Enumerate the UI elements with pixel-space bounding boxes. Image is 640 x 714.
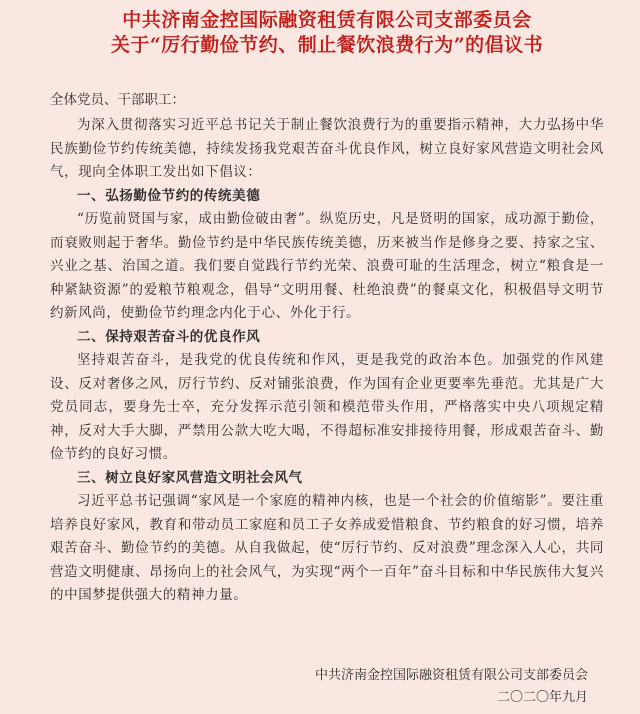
section-heading-1: 一、弘扬勤俭节约的传统美德 xyxy=(77,187,261,204)
section-heading-2: 二、保持艰苦奋斗的优良作风 xyxy=(77,328,261,345)
section-body-3: 习近平总书记强调“家风是一个家庭的精神内核，也是一个社会的价值缩影”。要注重培养良好家风，教育和带动员工家庭和员工子女养成爱惜粮食、节约粮食的好习惯，培养艰苦奋斗、勤俭节约的美德。从自我做起，使“厉行节约、反对浪费”理念深入人心，共同营造文明健康、昂扬向上的社会风气，为实现“两个一百年”奋斗目标和中华民族伟大复兴的中国梦提供强大的精神力量。 xyxy=(50,493,604,603)
intro-paragraph: 为深入贯彻落实习近平总书记关于制止餐饮浪费行为的重要指示精神，大力弘扬中华民族勤俭节约传统美德，持续发扬我党艰苦奋斗优良作风，树立良好家风营造文明社会风气，现向全体职工发出如下倡议： xyxy=(50,117,604,180)
document-title-line1: 中共济南金控国际融资租赁有限公司支部委员会 xyxy=(122,9,532,31)
document-title-line2: 关于“厉行勤俭节约、制止餐饮浪费行为”的倡议书 xyxy=(110,34,544,56)
title-block xyxy=(50,8,604,58)
signature-date: 二〇二〇年九月 xyxy=(496,690,588,705)
salutation: 全体党员、干部职工： xyxy=(50,92,185,108)
signature-organization: 中共济南金控国际融资租赁有限公司支部委员会 xyxy=(314,668,588,683)
section-body-1: “历览前贤国与家，成由勤俭破由奢”。纵览历史，凡是贤明的国家，成功源于勤俭，而衰败则起于奢华。勤俭节约是中华民族传统美德，历来被当作是修身之要、持家之宝、兴业之基、治国之道。我们要自觉践行节约光荣、浪费可耻的生活理念，树立“粮食是一种紧缺资源”的爱粮节粮观念，倡导“文明用餐、杜绝浪费”的餐桌文化，积极倡导文明节约新风尚，使勤俭节约理念内化于心、外化于行。 xyxy=(50,211,604,321)
section-body-2: 坚持艰苦奋斗，是我党的优良传统和作风，更是我党的政治本色。加强党的作风建设、反对奢侈之风，厉行节约、反对铺张浪费，作为国有企业更要率先垂范。尤其是广大党员同志，要身先士卒，充分发挥示范引领和模范带头作用，严格落实中央八项规定精神，反对大手大脚，严禁用公款大吃大喝，不得超标准安排接待用餐，形成艰苦奋斗、勤俭节约的良好习惯。 xyxy=(50,352,604,462)
signature-block xyxy=(315,665,588,709)
section-heading-3: 三、树立良好家风营造文明社会风气 xyxy=(77,469,303,486)
